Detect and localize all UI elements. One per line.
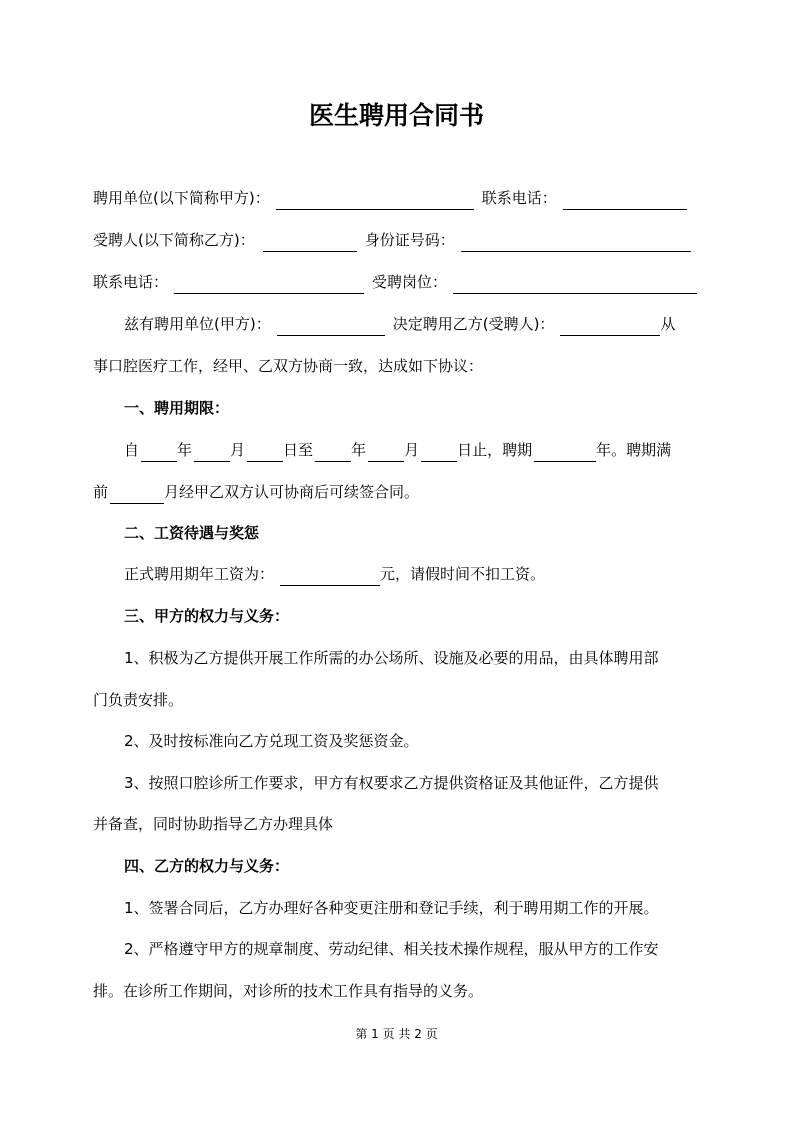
section3-item1-line1: 1、积极为乙方提供开展工作所需的办公场所、设施及必要的用品，由具体聘用部 [124, 649, 659, 667]
position-blank[interactable] [453, 276, 697, 294]
term-year-2: 年 [351, 441, 367, 459]
intro-line-1 [93, 312, 699, 336]
intro-part3: 从 [660, 315, 676, 333]
employer-blank[interactable] [276, 192, 474, 210]
employee-row [93, 228, 699, 252]
start-month-blank[interactable] [194, 444, 230, 462]
term-day-end: 日止，聘期 [457, 441, 533, 459]
end-month-blank[interactable] [368, 444, 404, 462]
intro-line-2: 事口腔医疗工作，经甲、乙双方协商一致，达成如下协议： [93, 357, 484, 375]
id-blank[interactable] [461, 234, 691, 252]
page-footer: 第 1 页 共 2 页 [355, 1027, 438, 1041]
end-day-blank[interactable] [421, 444, 457, 462]
term-year-1: 年 [177, 441, 193, 459]
section3-heading: 三、甲方的权力与义务： [124, 607, 290, 625]
employee-phone-blank[interactable] [174, 276, 364, 294]
term-month-1: 月 [230, 441, 246, 459]
term-from: 自 [124, 441, 140, 459]
employer-row [93, 186, 699, 210]
section4-item1: 1、签署合同后，乙方办理好各种变更注册和登记手续，利于聘用期工作的开展。 [124, 899, 659, 917]
end-year-blank[interactable] [315, 444, 351, 462]
intro-part1: 兹有聘用单位(甲方)： [124, 315, 271, 333]
section3-item2: 2、及时按标准向乙方兑现工资及奖惩资金。 [124, 732, 419, 750]
section3-item3-line2: 并备查，同时协助指导乙方办理具体 [93, 815, 334, 833]
term-month-2: 月 [404, 441, 420, 459]
start-year-blank[interactable] [141, 444, 177, 462]
intro-part2: 决定聘用乙方(受聘人)： [392, 315, 555, 333]
term-year-expire: 年。聘期满 [596, 441, 672, 459]
term-before: 前 [93, 483, 109, 501]
term-day-to: 日至 [283, 441, 314, 459]
term-years-blank[interactable] [534, 444, 596, 462]
intro-employer-blank[interactable] [277, 318, 385, 336]
intro-employee-blank[interactable] [560, 318, 660, 336]
employee-contact-row [93, 270, 699, 294]
position-label: 受聘岗位： [372, 273, 448, 291]
employer-phone-label: 联系电话： [481, 189, 557, 207]
section2-heading: 二、工资待遇与奖惩 [124, 524, 260, 542]
document-title: 医生聘用合同书 [308, 101, 484, 130]
salary-line [93, 562, 699, 586]
section4-heading: 四、乙方的权力与义务： [124, 857, 290, 875]
id-label: 身份证号码： [364, 231, 455, 249]
salary-blank[interactable] [280, 568, 380, 586]
start-day-blank[interactable] [247, 444, 283, 462]
employee-blank[interactable] [263, 234, 357, 252]
renew-month-blank[interactable] [110, 486, 164, 504]
section4-item2-line1: 2、严格遵守甲方的规章制度、劳动纪律、相关技术操作规程，服从甲方的工作安 [124, 940, 659, 958]
employer-phone-blank[interactable] [563, 192, 687, 210]
employee-phone-label: 联系电话： [93, 273, 169, 291]
term-renew: 月经甲乙双方认可协商后可续签合同。 [164, 483, 420, 501]
section4-item2-line2: 排。在诊所工作期间，对诊所的技术工作具有指导的义务。 [93, 982, 484, 1000]
section1-heading: 一、聘用期限： [124, 399, 230, 417]
salary-suffix: 元，请假时间不扣工资。 [380, 565, 546, 583]
term-line-2 [93, 480, 699, 504]
employee-label: 受聘人(以下简称乙方)： [93, 231, 255, 249]
employer-label: 聘用单位(以下简称甲方)： [93, 189, 270, 207]
section3-item1-line2: 门负责安排。 [93, 691, 184, 709]
salary-label: 正式聘用期年工资为： [124, 565, 275, 583]
section3-item3-line1: 3、按照口腔诊所工作要求，甲方有权要求乙方提供资格证及其他证件，乙方提供 [124, 774, 659, 792]
term-line-1 [93, 438, 699, 462]
